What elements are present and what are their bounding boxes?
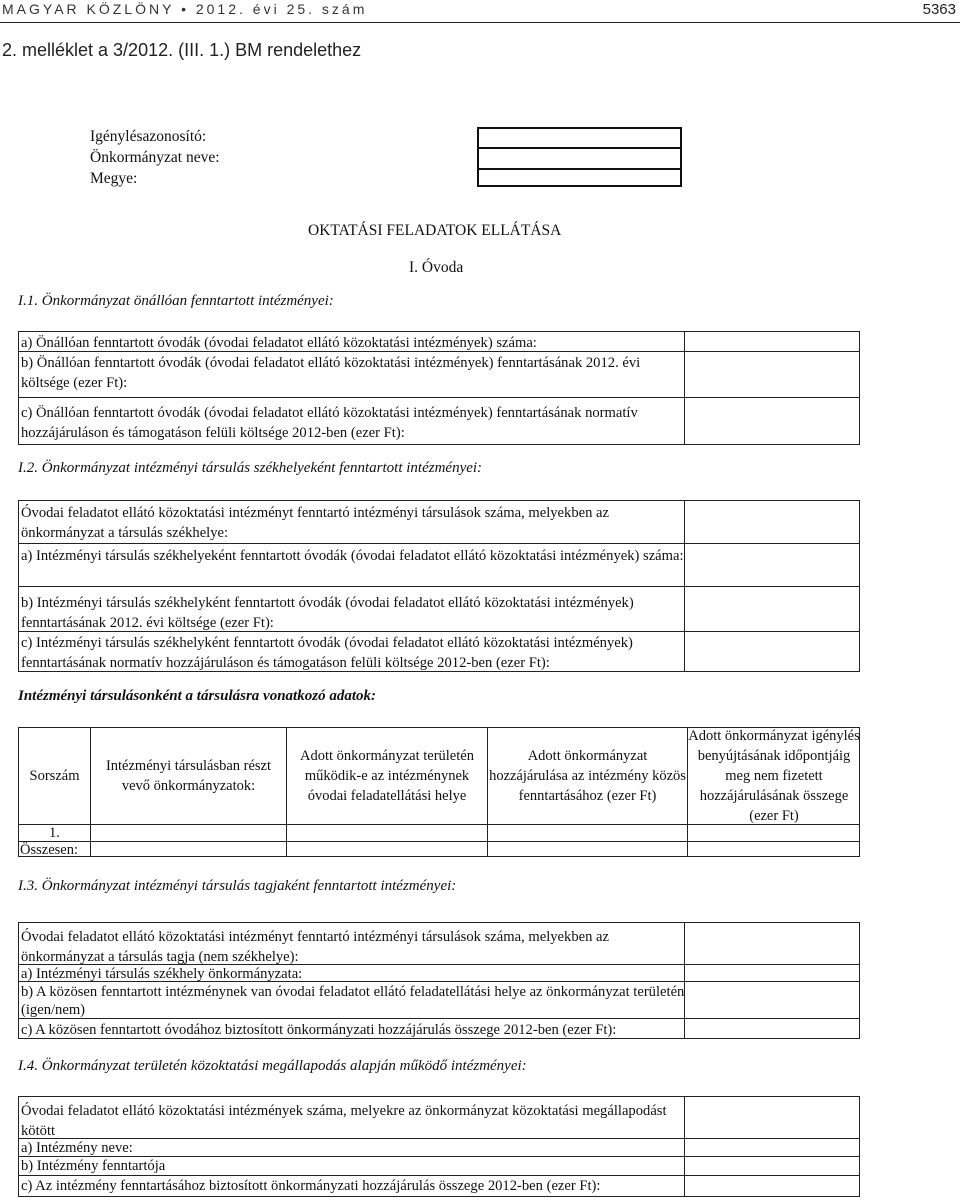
section-1-1-title: I.1. Önkormányzat önállóan fenntartott intézményei: — [18, 293, 334, 309]
identification-fields — [477, 127, 682, 187]
form-row — [18, 1156, 860, 1176]
row-value-field[interactable] — [684, 1139, 862, 1156]
row-label: a) Intézményi társulás székhely önkormányzata: — [21, 966, 303, 982]
municipality-name-label: Önkormányzat neve: — [90, 149, 220, 166]
row-value-field[interactable] — [684, 1176, 862, 1196]
row-value-field[interactable] — [684, 965, 862, 981]
row-label: Óvodai feladatot ellátó közoktatási intézményt fenntartó intézményi társulások száma, melyekben az önkormányzat a társulás tagja (nem székhelye): — [21, 929, 609, 965]
row-value-field[interactable] — [684, 632, 862, 671]
table-row-1-label: 1. — [49, 825, 60, 841]
row-label: a) Önállóan fenntartott óvodák (óvodai feladatot ellátó közoktatási intézmények) száma: — [21, 335, 537, 351]
form-row — [18, 631, 860, 672]
row-label: a) Intézményi társulás székhelyeként fenntartott óvodák (óvodai feladatot ellátó közoktatási intézmények) száma: — [21, 548, 684, 564]
row-label: b) Intézmény fenntartója — [21, 1158, 166, 1174]
table-row-total-label: Összesen: — [20, 842, 78, 858]
row-value-field[interactable] — [684, 923, 862, 964]
column-header-contribution: Adott önkormányzat hozzájárulása az intézmény közös fenntartásához (ezer Ft) — [489, 748, 686, 804]
municipality-name-field[interactable] — [479, 149, 680, 169]
row-label: c) A közösen fenntartott óvodához biztosított önkormányzati hozzájárulás összege 2012-ben (ezer Ft): — [21, 1022, 617, 1038]
form-row — [18, 1138, 860, 1157]
county-label: Megye: — [90, 170, 138, 187]
row-label: Óvodai feladatot ellátó közoktatási intézmények száma, melyekre az önkormányzat közoktatási megállapodást kötött — [21, 1103, 667, 1139]
row-label: b) Önállóan fenntartott óvodák (óvodai feladatot ellátó közoktatási intézmények) fenntartásának 2012. évi költsége (ezer Ft): — [21, 355, 641, 391]
page-number: 5363 — [922, 1, 956, 18]
section-1-2-title: I.2. Önkormányzat intézményi társulás székhelyeként fenntartott intézményei: — [18, 460, 483, 476]
column-header-serial: Sorszám — [29, 768, 80, 784]
form-row — [18, 922, 860, 965]
row-value-field[interactable] — [684, 332, 862, 351]
form-row — [18, 351, 860, 398]
row-value-field[interactable] — [684, 587, 862, 631]
row-value-field[interactable] — [684, 544, 862, 586]
association-table — [18, 727, 860, 857]
row-divider — [19, 841, 859, 842]
form-row — [18, 500, 860, 544]
row-value-field[interactable] — [684, 982, 862, 1018]
form-row — [18, 586, 860, 632]
publication-name: MAGYAR KÖZLÖNY • 2012. évi 25. szám — [2, 1, 368, 17]
form-row — [18, 397, 860, 445]
column-header-members: Intézményi társulásban részt vevő önkormányzatok: — [105, 758, 272, 794]
row-value-field[interactable] — [684, 1019, 862, 1038]
row-label: c) Az intézmény fenntartásához biztosított önkormányzati hozzájárulás összege 2012-ben (ezer Ft): — [21, 1178, 601, 1194]
row-label: c) Önállóan fenntartott óvodák (óvodai feladatot ellátó közoktatási intézmények) fenntartásának normatív hozzájáruláson és támogatáson felüli költsége 2012-ben (ezer Ft): — [21, 405, 638, 441]
county-field[interactable] — [479, 170, 680, 188]
section-1-3-title: I.3. Önkormányzat intézményi társulás tagjaként fenntartott intézményei: — [18, 878, 457, 894]
column-header-site: Adott önkormányzat területén működik-e az intézménynek óvodai feladatellátási helye — [300, 748, 474, 804]
subtitle: I. Óvoda — [409, 259, 464, 276]
form-row — [18, 964, 860, 982]
row-value-field[interactable] — [684, 352, 862, 397]
row-label: c) Intézményi társulás székhelyként fenntartott óvodák (óvodai feladatot ellátó közoktatási intézmények) fenntartásának normatív hozzájáruláson és támogatáson felüli költsége 2012-ben (ezer Ft): — [21, 635, 633, 671]
row-value-field[interactable] — [684, 501, 862, 543]
row-label: b) Intézményi társulás székhelyként fenntartott óvodák (óvodai feladatot ellátó közoktatási intézmények) fenntartásának 2012. évi költsége (ezer Ft): — [21, 595, 634, 631]
running-header — [0, 0, 960, 23]
request-id-label: Igénylésazonosító: — [90, 128, 207, 145]
row-label: a) Intézmény neve: — [21, 1140, 133, 1156]
form-row — [18, 331, 860, 352]
row-value-field[interactable] — [684, 397, 862, 444]
form-row — [18, 543, 860, 587]
row-label: Óvodai feladatot ellátó közoktatási intézményt fenntartó intézményi társulások száma, melyekben az önkormányzat a társulás székhelye: — [21, 505, 609, 541]
form-row — [18, 981, 860, 1019]
form-row — [18, 1018, 860, 1039]
column-header-unpaid: Adott önkormányzat igénylés benyújtásának időpontjáig meg nem fizetett hozzájárulásának összege (ezer Ft) — [688, 728, 860, 824]
form-row — [18, 1096, 860, 1139]
row-value-field[interactable] — [684, 1097, 862, 1138]
association-table-title: Intézményi társulásonként a társulásra vonatkozó adatok: — [18, 688, 376, 704]
row-value-field[interactable] — [684, 1157, 862, 1175]
section-1-4-title: I.4. Önkormányzat területén közoktatási megállapodás alapján működő intézményei: — [18, 1058, 527, 1074]
row-label: b) A közösen fenntartott intézménynek van óvodai feladatot ellátó feladatellátási helye az önkormányzat területén (igen/nem) — [21, 984, 685, 1018]
main-title: OKTATÁSI FELADATOK ELLÁTÁSA — [308, 222, 562, 239]
annex-title: 2. melléklet a 3/2012. (III. 1.) BM rendelethez — [2, 40, 362, 60]
request-id-field[interactable] — [479, 129, 680, 149]
form-row — [18, 1175, 860, 1197]
